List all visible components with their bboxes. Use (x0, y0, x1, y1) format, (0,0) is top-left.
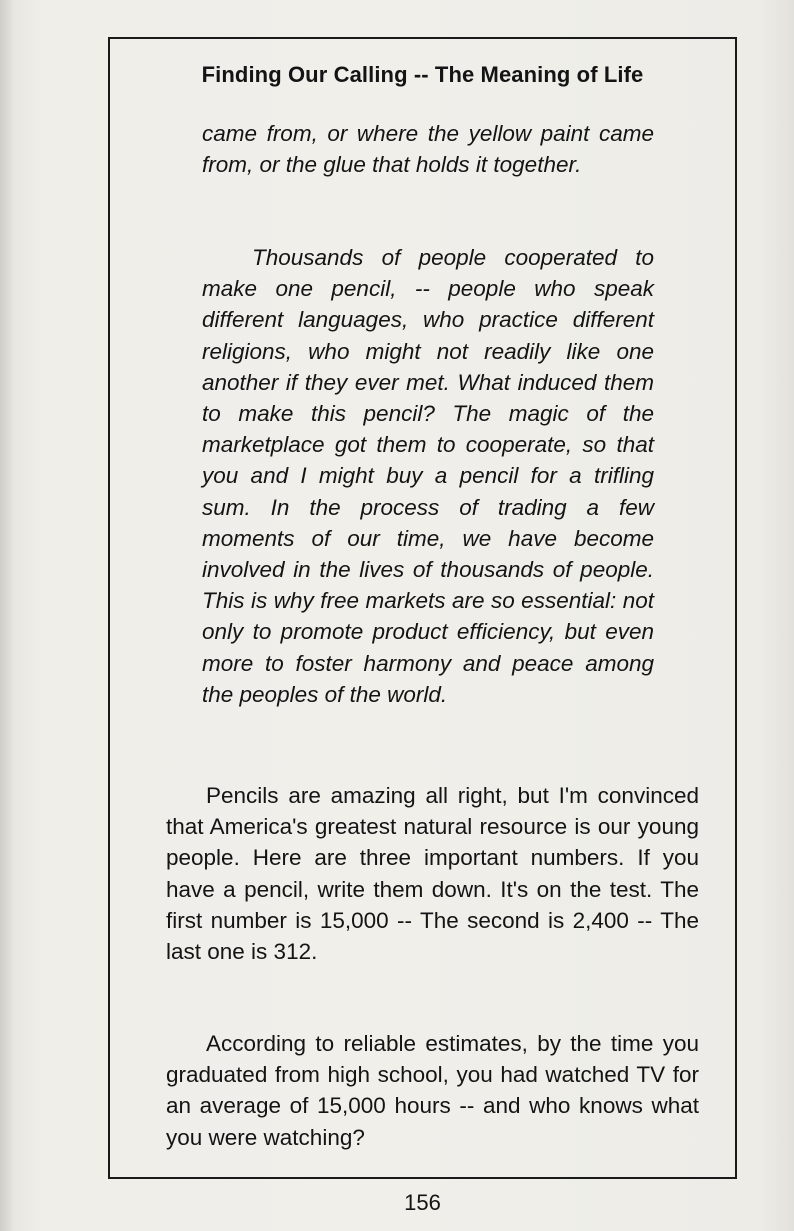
body-paragraph: Pencils are amazing all right, but I'm convinced that America's greatest natural resource is our young people. Here are three important numbers. If you have a pencil, write them down. It's on the test. The first number is 15,000 -- The second is 2,400 -- The last one is 312. (166, 783, 699, 965)
body-text-block (166, 1028, 699, 1153)
body-paragraph: According to reliable estimates, by the time you graduated from high school, you had watched TV for an average of 15,000 hours -- and who knows what you were watching? (166, 1031, 699, 1150)
quote-block-pencil (202, 242, 654, 710)
body-text-block (166, 780, 699, 967)
running-head-title: Finding Our Calling -- The Meaning of Life (201, 62, 644, 87)
book-gutter-shadow (0, 0, 14, 1231)
quote-paragraph: came from, or where the yellow paint came from, or the glue that holds it together. (202, 121, 654, 178)
quote-paragraph: Thousands of people cooperated to make one pencil, -- people who speak different languages, who practice different religions, who might not readily like one another if they ever met. What induced them to make this pencil? The magic of the marketplace got them to cooperate, so that you and I might buy a pencil for a trifling sum. In the process of trading a few moments of our time, we have become involved in the lives of thousands of people. This is why free markets are so essential: not only to promote product efficiency, but even more to foster harmony and peace among the peoples of the world. (202, 245, 654, 707)
page-number: 156 (404, 1190, 441, 1215)
quote-block-continued (202, 118, 654, 180)
